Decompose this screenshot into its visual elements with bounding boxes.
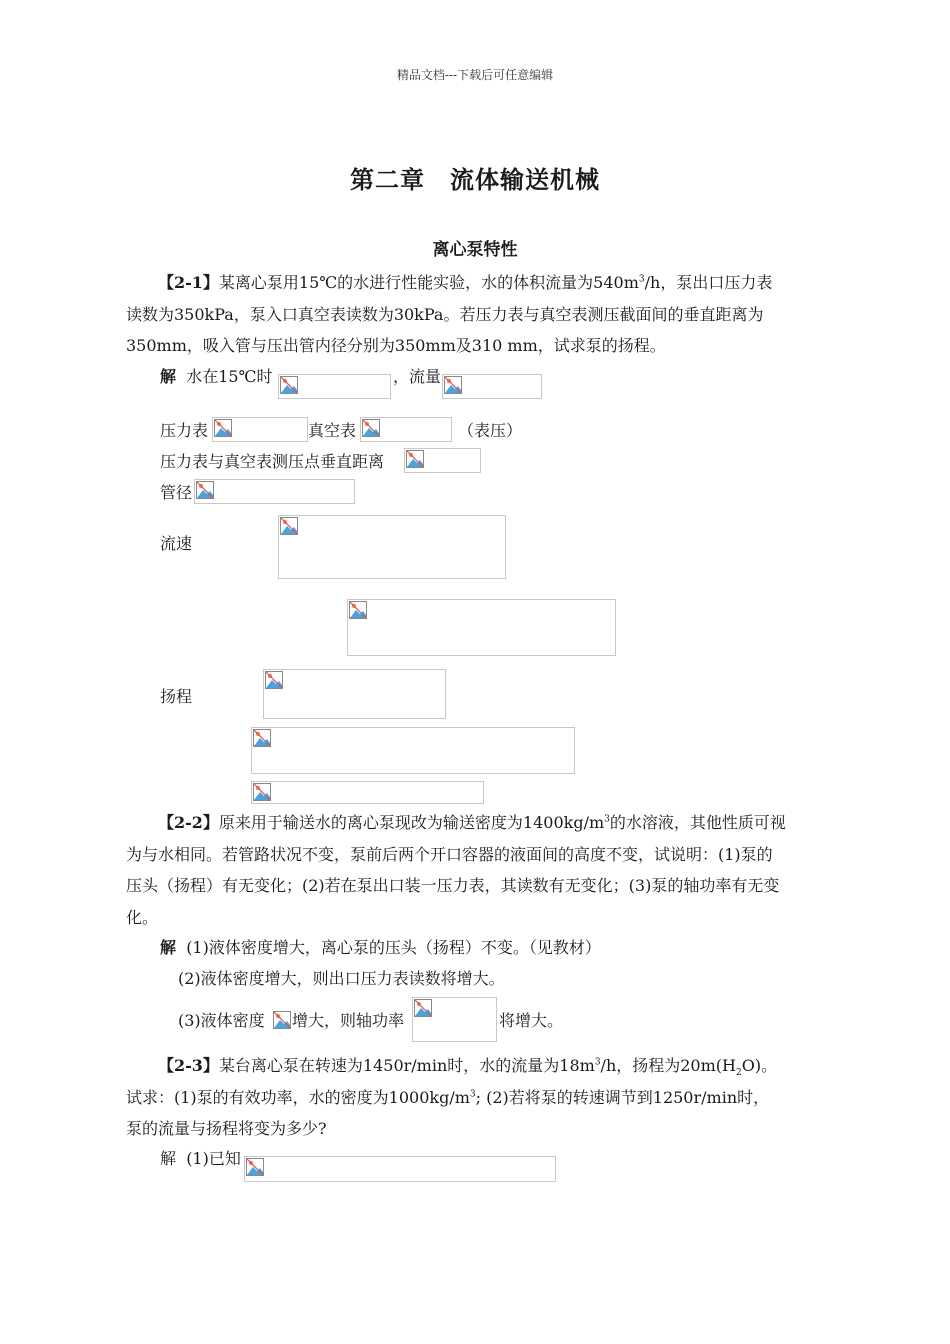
formula-image (442, 374, 542, 399)
problem-label: 【2-3】 (158, 1056, 219, 1075)
broken-image-icon (273, 1011, 291, 1029)
formula-image (278, 515, 506, 579)
broken-image-icon (362, 419, 380, 437)
formula-image (278, 374, 391, 399)
solution-2-2-line3-c: 将增大。 (499, 1011, 564, 1030)
broken-image-icon (280, 376, 298, 394)
distance-label: 压力表与真空表测压点垂直距离 (160, 452, 385, 471)
broken-image-icon (253, 729, 271, 747)
gauge-note: （表压） (458, 421, 523, 440)
head-label: 扬程 (160, 687, 193, 706)
section-title: 离心泵特性 (432, 240, 518, 260)
chapter-title: 第二章 流体输送机械 (350, 166, 600, 194)
solution-2-2-line3-b: 增大，则轴功率 (292, 1011, 405, 1030)
broken-image-icon (265, 671, 283, 689)
broken-image-icon (246, 1158, 264, 1176)
solution-water-line: 解 水在15℃时 (160, 367, 273, 386)
flow-label: ，流量 (393, 367, 442, 386)
problem-2-2: 【2-2】原来用于输送水的离心泵现改为输送密度为$1400kg/m^3$的水溶液，其他性质可视 为与水相同。若管路状况不变，泵前后两个开口容器的液面间的高度不变，试说明：(1)泵的 压头（扬程）有无变化；(2)若在泵出口装一压力表，其读数有无变化；(3)泵的轴功率有无变 化。 (126, 813, 786, 927)
formula-image (273, 1011, 292, 1030)
broken-image-icon (444, 376, 462, 394)
broken-image-icon (414, 999, 432, 1017)
diameter-label: 管径 (160, 483, 193, 502)
broken-image-icon (214, 419, 232, 437)
formula-image (244, 1156, 556, 1182)
formula-image (404, 448, 481, 473)
formula-image (251, 727, 575, 774)
broken-image-icon (406, 450, 424, 468)
formula-image (360, 417, 452, 442)
page-header: 精品文档---下载后可任意编辑 (396, 68, 554, 82)
solution-2-2-line1: 解 (1)液体密度增大，离心泵的压头（扬程）不变。（见教材） (160, 938, 601, 957)
formula-image (212, 417, 308, 442)
formula-image (347, 599, 616, 656)
problem-label: 【2-1】 (158, 273, 219, 292)
pressure-label: 压力表 (160, 421, 209, 440)
broken-image-icon (280, 517, 298, 535)
problem-2-3: 【2-3】某台离心泵在转速为1450r/min时，水的流量为$18m^3/h$，扬程为$20m(H_2O)$。 试求：(1)泵的有效功率，水的密度为$1000kg/m^3$; (2)若将泵的转速调节到1250r/min时， 泵的流量与扬程将变为多少? (126, 1056, 778, 1138)
solution-2-3-line1: 解 (1)已知 (160, 1149, 241, 1168)
problem-label: 【2-2】 (158, 813, 219, 832)
broken-image-icon (253, 783, 271, 801)
solution-2-2-line2: (2)液体密度增大，则出口压力表读数将增大。 (178, 969, 505, 988)
solution-2-2-line3-a: (3)液体密度 (178, 1011, 265, 1030)
problem-2-1: 【2-1】某离心泵用15℃的水进行性能实验，水的体积流量为$540m^3/h$，泵出口压力表 读数为350kPa，泵入口真空表读数为30kPa。若压力表与真空表测压截面间的垂直距离为 350mm，吸入管与压出管内径分别为350mm及310 mm，试求泵的扬程。 (126, 273, 773, 355)
vacuum-label: 真空表 (308, 421, 357, 440)
broken-image-icon (196, 481, 214, 499)
velocity-label: 流速 (160, 534, 193, 553)
formula-image (251, 781, 484, 804)
formula-image (412, 997, 497, 1042)
formula-image (194, 479, 355, 504)
broken-image-icon (349, 601, 367, 619)
formula-image (263, 669, 446, 719)
